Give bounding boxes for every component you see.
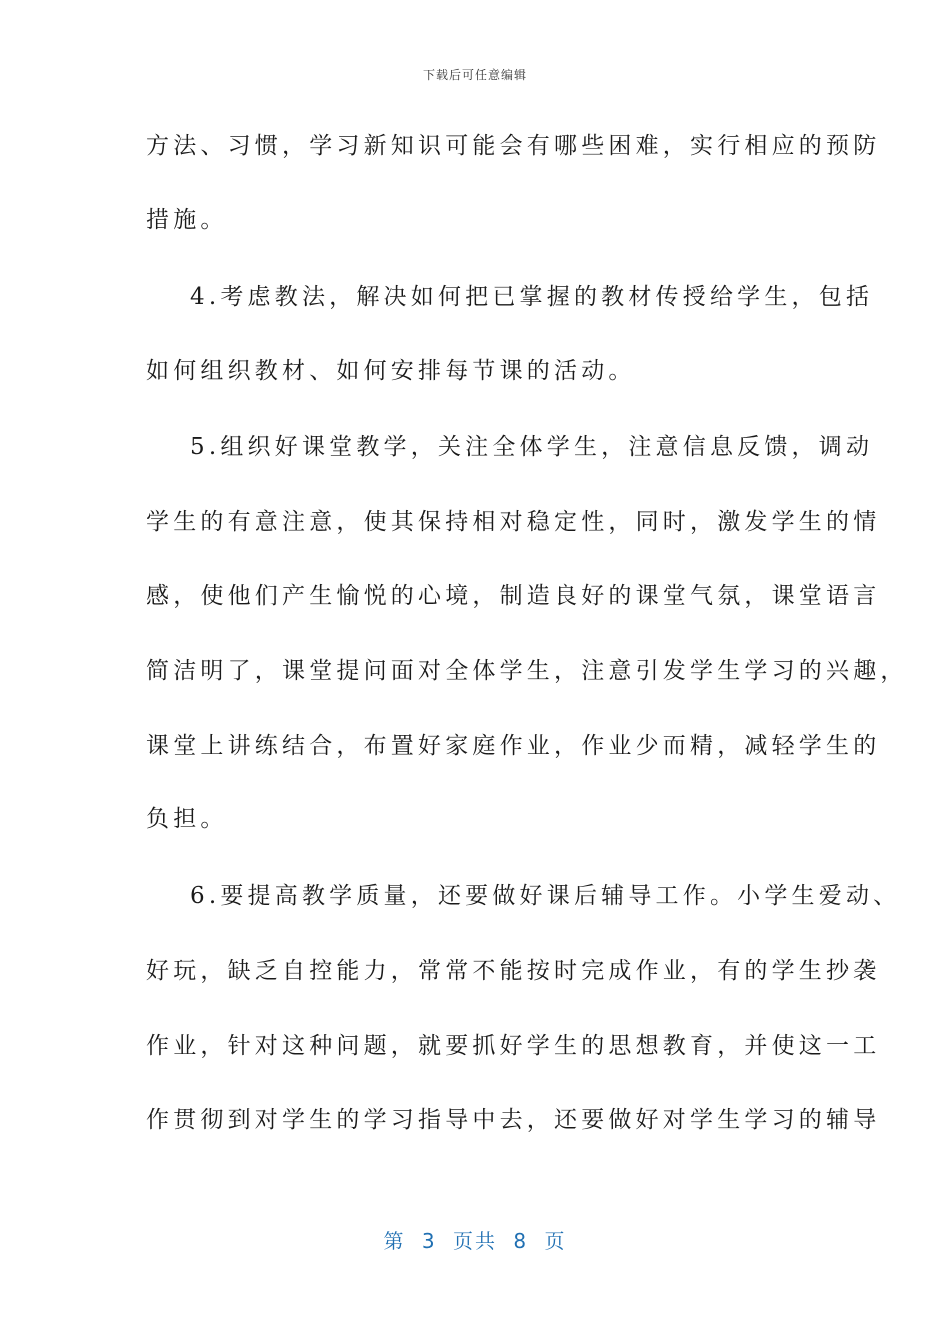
footer-prefix: 第	[383, 1229, 406, 1253]
footer-suffix: 页	[544, 1229, 567, 1253]
footer-middle: 页共	[453, 1229, 497, 1253]
text-line: 如何组织教材、如何安排每节课的活动。	[146, 358, 636, 384]
paragraph-5-start: 5.组织好课堂教学，关注全体学生，注意信息反馈，调动	[190, 434, 874, 460]
page-header-note: 下载后可任意编辑	[422, 68, 527, 82]
text-line: 感，使他们产生愉悦的心境，制造良好的课堂气氛，课堂语言	[146, 583, 881, 609]
text-line: 措施。	[146, 207, 228, 233]
paragraph-4-start: 4.考虑教法，解决如何把已掌握的教材传授给学生，包括	[190, 284, 874, 310]
text-line: 课堂上讲练结合，布置好家庭作业，作业少而精，减轻学生的	[146, 733, 881, 759]
current-page-number: 3	[421, 1229, 437, 1253]
page-number-footer	[0, 1225, 950, 1254]
text-line: 简洁明了，课堂提问面对全体学生，注意引发学生学习的兴趣，	[146, 658, 908, 684]
text-line: 方法、习惯，学习新知识可能会有哪些困难，实行相应的预防	[146, 133, 881, 159]
text-line: 作业，针对这种问题，就要抓好学生的思想教育，并使这一工	[146, 1033, 881, 1059]
paragraph-6-start: 6.要提高教学质量，还要做好课后辅导工作。小学生爱动、	[190, 883, 901, 909]
total-pages-number: 8	[513, 1229, 529, 1253]
text-line: 学生的有意注意，使其保持相对稳定性，同时，激发学生的情	[146, 509, 881, 535]
text-line: 好玩，缺乏自控能力，常常不能按时完成作业，有的学生抄袭	[146, 958, 881, 984]
text-line: 作贯彻到对学生的学习指导中去，还要做好对学生学习的辅导	[146, 1107, 881, 1133]
text-line: 负担。	[146, 806, 228, 832]
